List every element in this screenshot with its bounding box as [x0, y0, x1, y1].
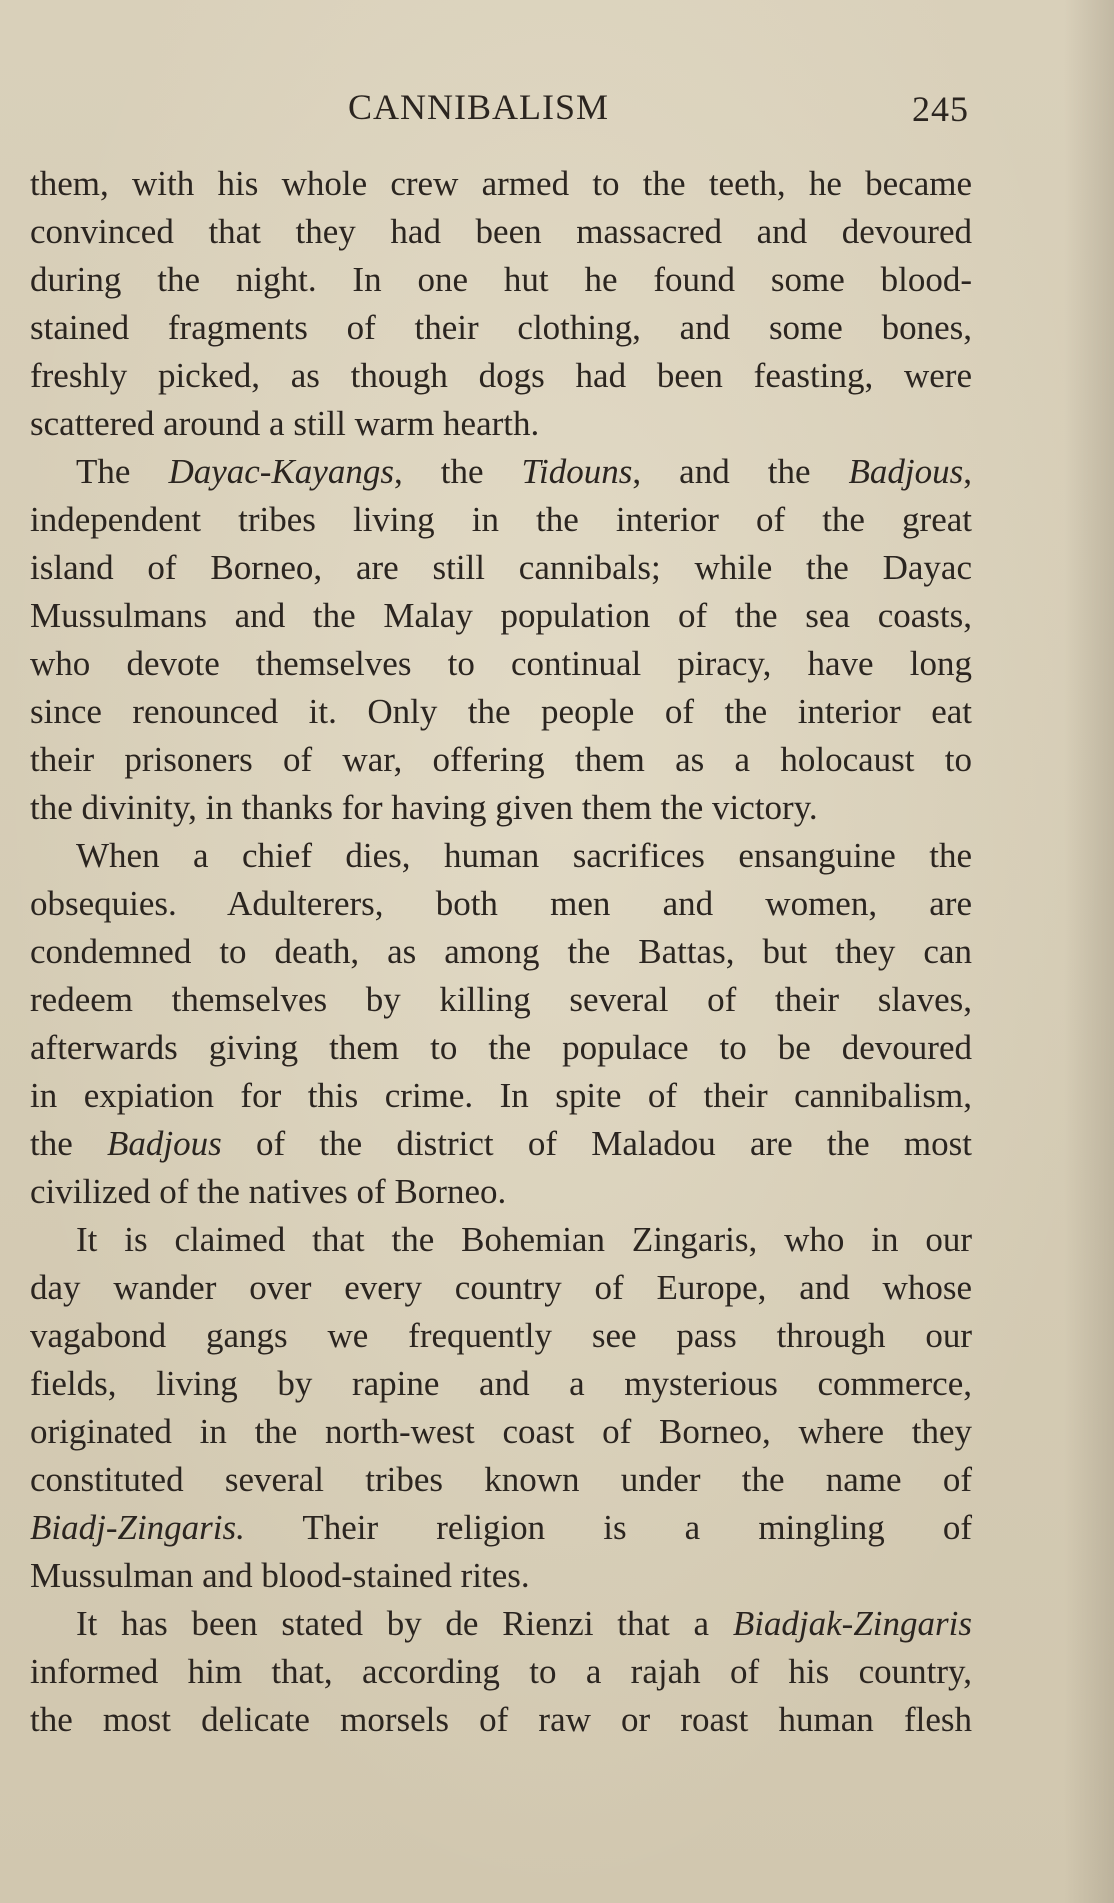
body-text	[30, 160, 972, 1744]
italic-term: Tidouns	[521, 452, 633, 491]
page-edge-shadow	[1064, 0, 1114, 1903]
text-run: of the district of Maladou are the most	[221, 1124, 972, 1163]
text-line: It is claimed that the Bohemian Zingaris, who in our	[76, 1220, 972, 1259]
text-line: originated in the north-west coast of Borneo, where they	[30, 1412, 972, 1451]
text-run: , and the	[632, 452, 849, 491]
text-run: It has been stated by de Rienzi that a	[76, 1604, 733, 1643]
text-line: their prisoners of war, offering them as a holocaust to	[30, 740, 972, 779]
text-line: the most delicate morsels of raw or roast human flesh	[30, 1700, 972, 1739]
text-line: vagabond gangs we frequently see pass through our	[30, 1316, 972, 1355]
text-line	[30, 1600, 972, 1648]
text-line: during the night. In one hut he found some blood-	[30, 260, 972, 299]
text-line: island of Borneo, are still cannibals; while the Dayac	[30, 548, 972, 587]
italic-term: Biadjak-Zingaris	[732, 1604, 972, 1643]
italic-term: Badjous	[848, 452, 964, 491]
text-line: scattered around a still warm hearth.	[30, 404, 540, 443]
text-line: independent tribes living in the interior of the great	[30, 500, 972, 539]
text-line: them, with his whole crew armed to the teeth, he became	[30, 164, 972, 203]
text-run: The	[76, 452, 169, 491]
page-number: 245	[912, 89, 969, 129]
text-run: Their religion is a mingling of	[244, 1508, 972, 1547]
running-head	[0, 86, 1114, 136]
text-line: afterwards giving them to the populace to be devoured	[30, 1028, 972, 1067]
text-line: condemned to death, as among the Battas, but they can	[30, 932, 972, 971]
italic-term: Badjous	[107, 1124, 222, 1163]
text-line: who devote themselves to continual piracy, have long	[30, 644, 972, 683]
text-run: , the	[393, 452, 522, 491]
text-line	[30, 1120, 972, 1168]
text-line: civilized of the natives of Borneo.	[30, 1172, 507, 1211]
text-line: the divinity, in thanks for having given them the victory.	[30, 788, 818, 827]
text-run: the	[30, 1124, 108, 1163]
text-line	[30, 448, 972, 496]
italic-term: Dayac-Kayangs	[168, 452, 394, 491]
running-head-title: CANNIBALISM	[348, 87, 610, 127]
text-run: ,	[963, 452, 972, 491]
text-line: Mussulmans and the Malay population of the sea coasts,	[30, 596, 972, 635]
text-line: informed him that, according to a rajah of his country,	[30, 1652, 972, 1691]
text-line: stained fragments of their clothing, and some bones,	[30, 308, 972, 347]
text-line	[30, 1504, 972, 1552]
text-line: since renounced it. Only the people of the interior eat	[30, 692, 972, 731]
text-line: obsequies. Adulterers, both men and women, are	[30, 884, 972, 923]
text-line: When a chief dies, human sacrifices ensanguine the	[76, 836, 972, 875]
text-line: in expiation for this crime. In spite of their cannibalism,	[30, 1076, 972, 1115]
text-line: Mussulman and blood-stained rites.	[30, 1556, 530, 1595]
italic-term: Biadj-Zingaris.	[30, 1508, 245, 1547]
text-line: freshly picked, as though dogs had been feasting, were	[30, 356, 972, 395]
text-line: fields, living by rapine and a mysterious commerce,	[30, 1364, 972, 1403]
text-line: constituted several tribes known under the name of	[30, 1460, 972, 1499]
text-line: convinced that they had been massacred and devoured	[30, 212, 972, 251]
text-line: day wander over every country of Europe, and whose	[30, 1268, 972, 1307]
text-line: redeem themselves by killing several of their slaves,	[30, 980, 972, 1019]
